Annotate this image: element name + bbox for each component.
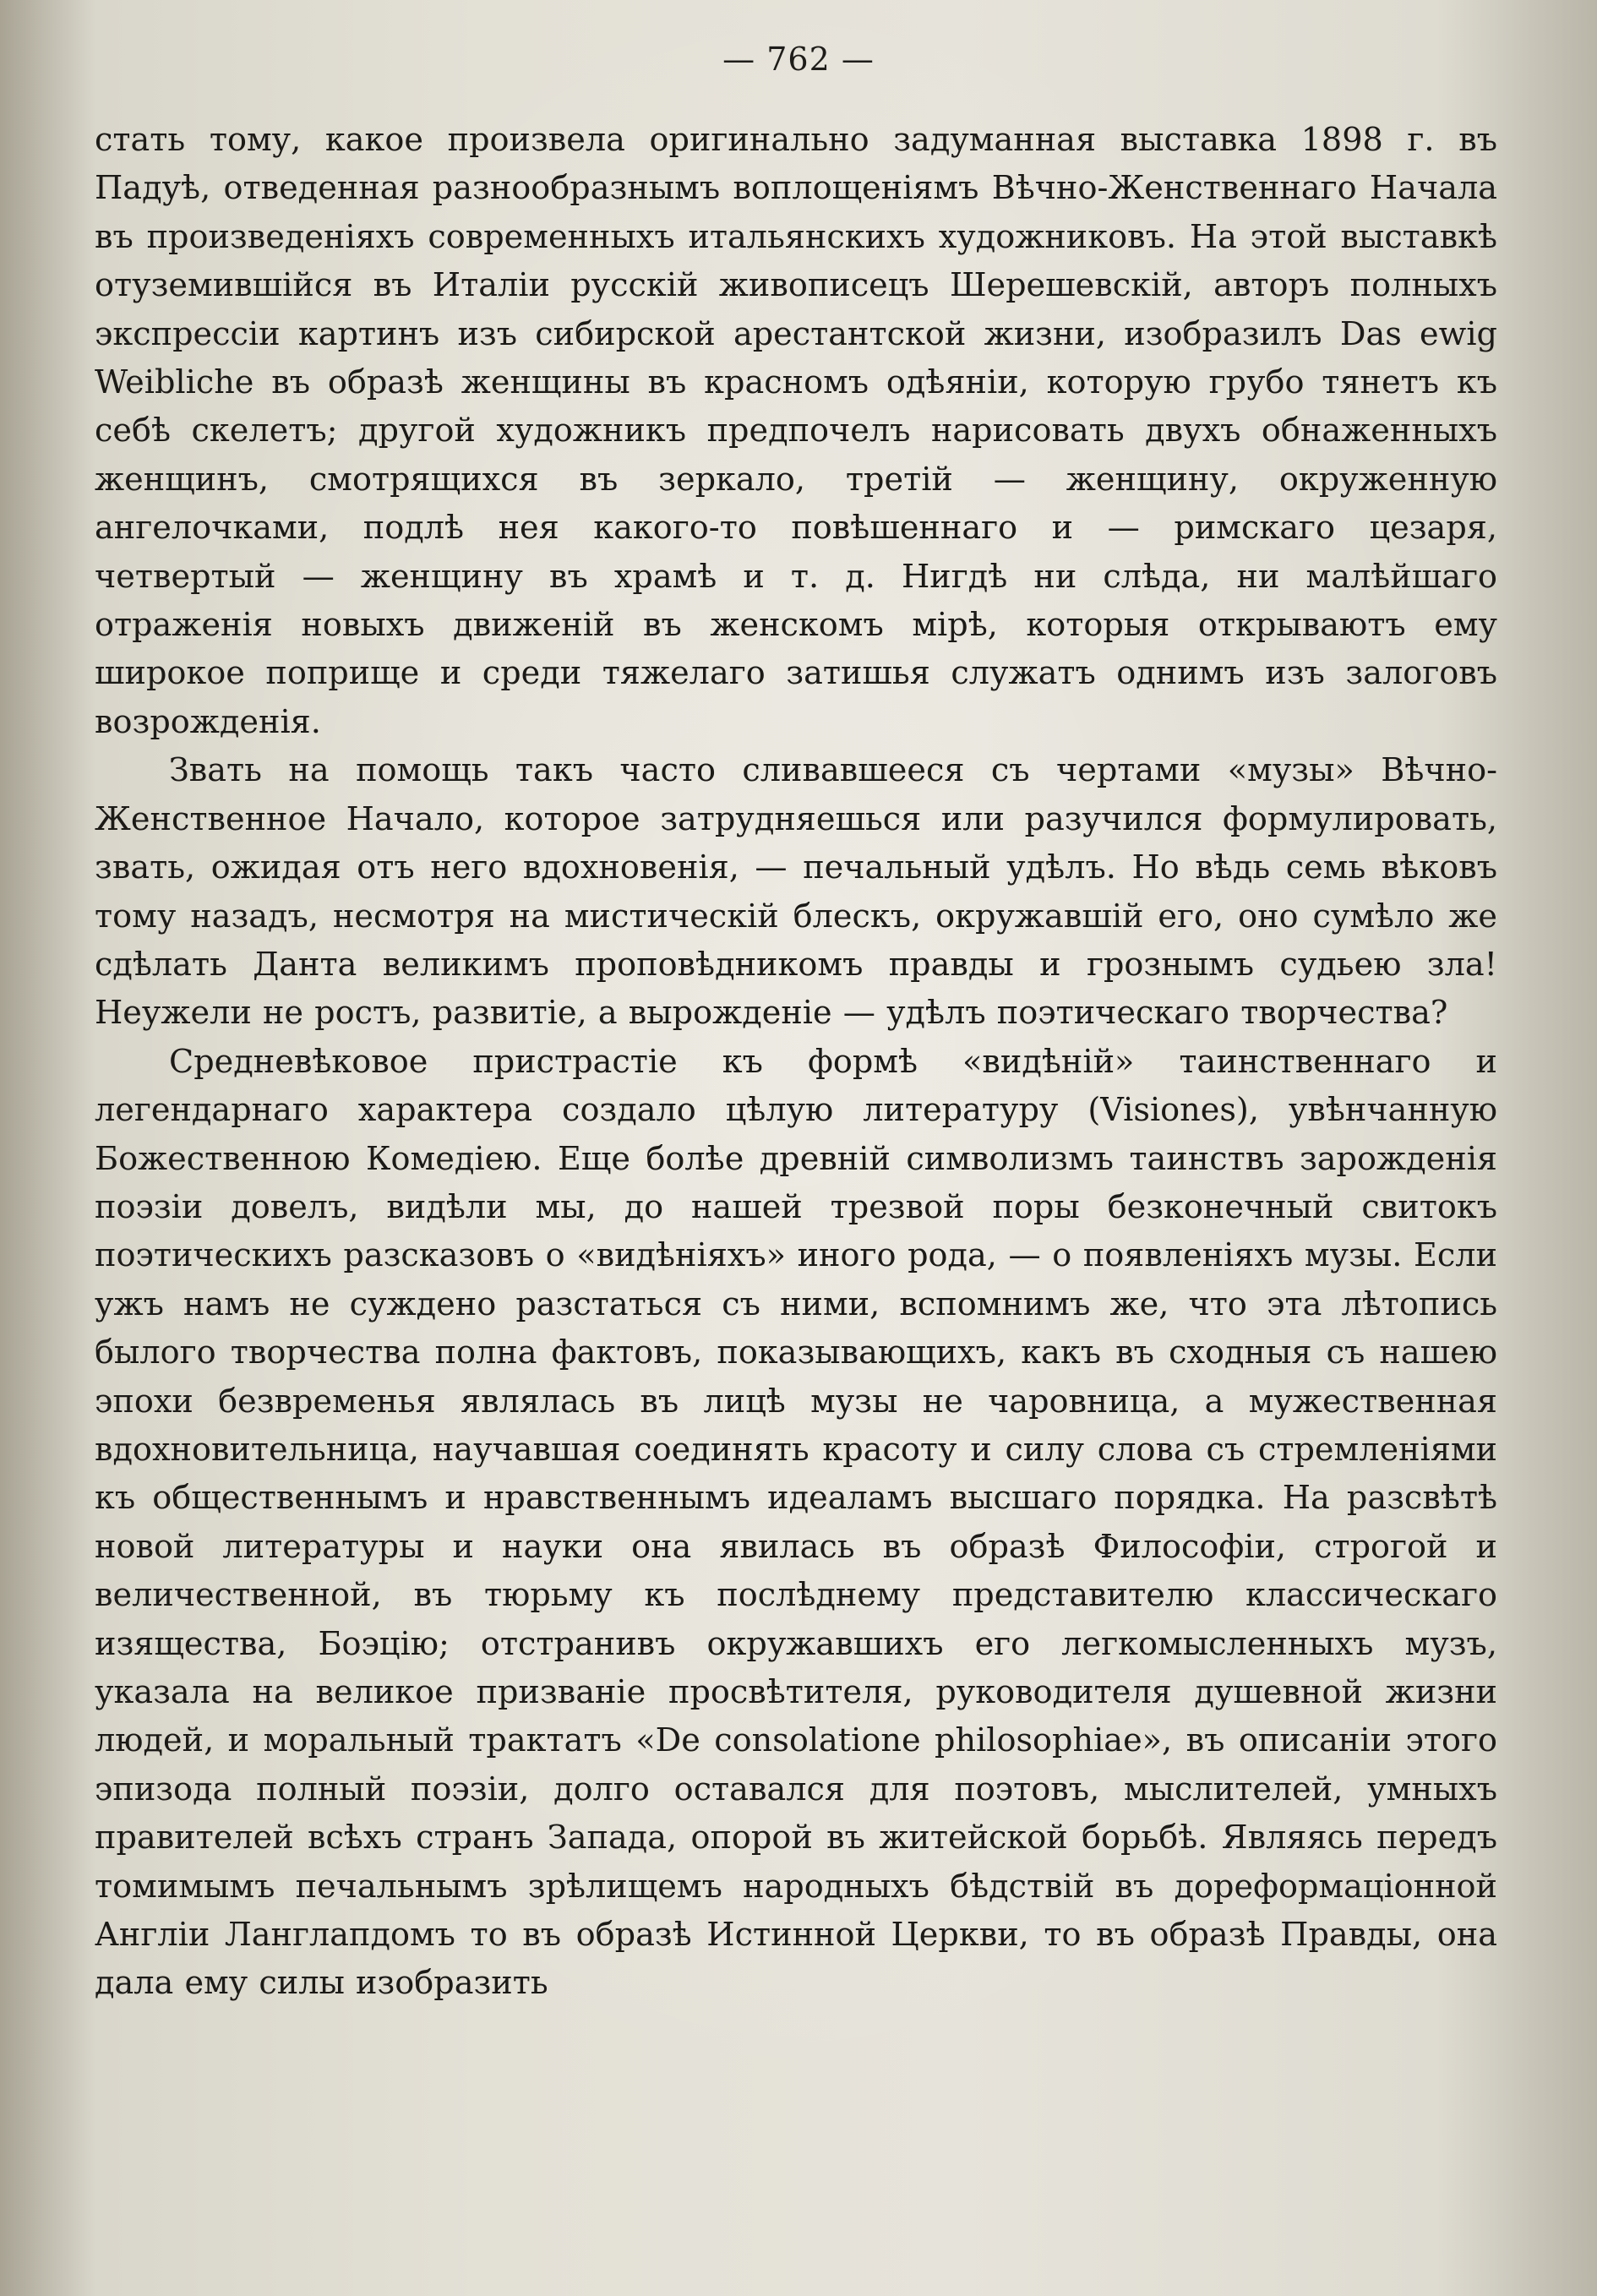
body-text: [95, 117, 1497, 2009]
paragraph: стать тому, какое произвела оригинально задуманная выставка 1898 г. въ Падуѣ, отведенная разнообразнымъ воплощеніямъ Вѣчно-Женственнаго Начала въ произведеніяхъ современныхъ итальянскихъ художниковъ. На этой выставкѣ отуземившійся въ Италіи русскій живописецъ Шерешевскій, авторъ полныхъ экспрессіи картинъ изъ сибирской арестантской жизни, изобразилъ Das ewig Weibliche въ образѣ женщины въ красномъ одѣяніи, которую грубо тянетъ къ себѣ скелетъ; другой художникъ предпочелъ нарисовать двухъ обнаженныхъ женщинъ, смотрящихся въ зеркало, третій — женщину, окруженную ангелочками, подлѣ нея какого-то повѣшеннаго и — римскаго цезаря, четвертый — женщину въ храмѣ и т. д. Нигдѣ ни слѣда, ни малѣйшаго отраженія новыхъ движеній въ женскомъ мірѣ, которыя открываютъ ему широкое поприще и среди тяжелаго затишья служатъ однимъ изъ залоговъ возрожденія.: [95, 122, 1497, 741]
paragraph: Средневѣковое пристрастіе къ формѣ «видѣній» таинственнаго и легендарнаго характера создало цѣлую литературу (Visiones), увѣнчанную Божественною Комедіею. Еще болѣе древній символизмъ таинствъ зарожденія поэзіи довелъ, видѣли мы, до нашей трезвой поры безконечный свитокъ поэтическихъ разсказовъ о «видѣніяхъ» иного рода, — о появленіяхъ музы. Если ужъ намъ не суждено разстаться съ ними, вспомнимъ же, что эта лѣтопись былого творчества полна фактовъ, показывающихъ, какъ въ сходныя съ нашею эпохи безвременья являлась въ лицѣ музы не чаровница, а мужественная вдохновительница, научавшая соединять красоту и силу слова съ стремленіями къ общественнымъ и нравственнымъ идеаламъ высшаго порядка. На разсвѣтѣ новой литературы и науки она явилась въ образѣ Философіи, строгой и величественной, въ тюрьму къ послѣднему представителю классическаго изящества, Боэцію; отстранивъ окружавшихъ его легкомысленныхъ музъ, указала на великое призваніе просвѣтителя, руководителя душевной жизни людей, и моральный трактатъ «De consolatione philosophiae», въ описаніи этого эпизода полный поэзіи, долго оставался для поэтовъ, мыслителей, умныхъ правителей всѣхъ странъ Запада, опорой въ житейской борьбѣ. Являясь передъ томимымъ печальнымъ зрѣлищемъ народныхъ бѣдствій въ дореформаціонной Англіи Ланглапдомъ то въ образѣ Истинной Церкви, то въ образѣ Правды, она дала ему силы изобразить: [95, 1043, 1497, 2003]
paragraph: Звать на помощь такъ часто сливавшееся съ чертами «музы» Вѣчно-Женственное Начало, которое затрудняешься или разучился формулировать, звать, ожидая отъ него вдохновенія, — печальный удѣлъ. Но вѣдь семь вѣковъ тому назадъ, несмотря на мистическій блескъ, окружавшій его, оно сумѣло же сдѣлать Данта великимъ проповѣдникомъ правды и грознымъ судьею зла! Неужели не ростъ, развитіе, а вырожденіе — удѣлъ поэтическаго творчества?: [95, 752, 1497, 1033]
page-number: — 762 —: [722, 41, 875, 78]
